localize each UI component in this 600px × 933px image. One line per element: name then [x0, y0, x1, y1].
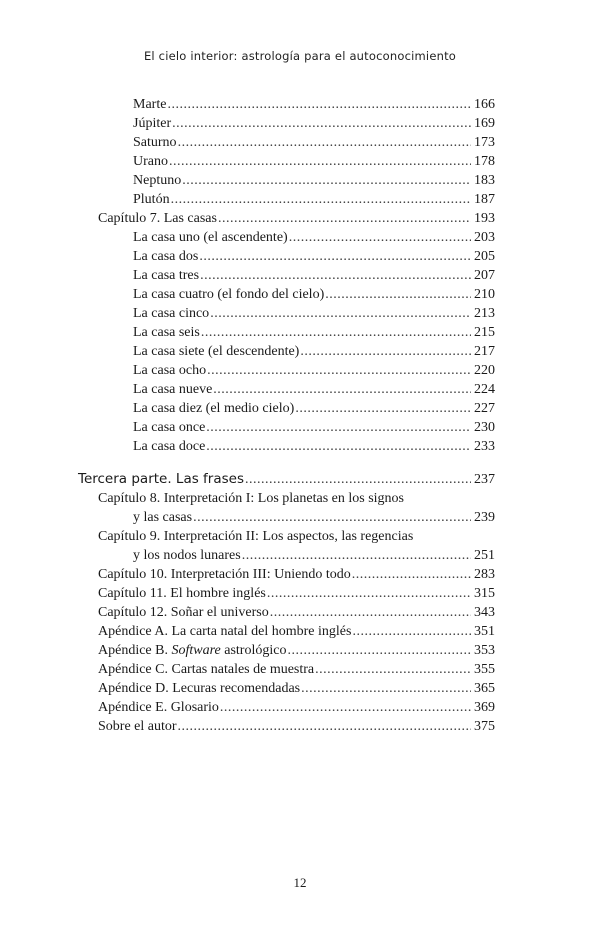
toc-entry-chapter-8[interactable]: [133, 508, 495, 527]
toc-entry-title: Capítulo 12. Soñar el universo: [98, 605, 269, 620]
dot-leader: [193, 508, 471, 527]
dot-leader: [206, 437, 471, 456]
toc-entry-page: 220: [474, 363, 495, 378]
toc-entry-title: La casa once: [133, 420, 206, 435]
toc-entry-page: 227: [474, 401, 495, 416]
toc-entry-title: La casa tres: [133, 268, 200, 283]
toc-entry-title: Capítulo 11. El hombre inglés: [98, 586, 266, 601]
toc-entry-title: Apéndice E. Glosario: [98, 700, 219, 715]
toc-entry-page: 283: [474, 567, 495, 582]
page-number: 12: [293, 875, 307, 890]
toc-entry-title: La casa doce: [133, 439, 206, 454]
toc-entry-casa-diez[interactable]: [133, 399, 495, 418]
toc-entry-page: 343: [474, 605, 495, 620]
toc-entry-page: 207: [474, 268, 495, 283]
toc-part-title: Tercera parte. Las frases: [78, 471, 244, 487]
toc-entry-casa-siete[interactable]: [133, 342, 495, 361]
toc-entry-page: 365: [474, 681, 495, 696]
toc-entry-page: 224: [474, 382, 495, 397]
toc-entry-title: Apéndice C. Cartas natales de muestra: [98, 662, 315, 677]
toc-entry-page: 355: [474, 662, 495, 677]
toc-entry-chapter-12[interactable]: [98, 603, 495, 622]
toc-entry-title: Marte: [133, 97, 167, 112]
toc-entry-page: 353: [474, 643, 495, 658]
dot-leader: [210, 304, 471, 323]
toc-entry-jupiter[interactable]: [133, 114, 495, 133]
toc-entry-casa-nueve[interactable]: [133, 380, 495, 399]
title-suffix: astrológico: [220, 643, 287, 658]
toc-entry-page: 213: [474, 306, 495, 321]
toc-entry-page: 215: [474, 325, 495, 340]
toc-entry-casa-dos[interactable]: [133, 247, 495, 266]
toc-entry-appendix-e[interactable]: [98, 698, 495, 717]
dot-leader: [178, 133, 471, 152]
toc-entry-title: Plutón: [133, 192, 170, 207]
toc-entry-page: 178: [474, 154, 495, 169]
dot-leader: [220, 698, 471, 717]
toc-entry-title: Sobre el autor: [98, 719, 177, 734]
toc-entry-casa-tres[interactable]: [133, 266, 495, 285]
toc-entry-appendix-d[interactable]: [98, 679, 495, 698]
dot-leader: [182, 171, 471, 190]
running-head: El cielo interior: astrología para el autoconocimiento: [143, 49, 457, 63]
toc-entry-casa-once[interactable]: [133, 418, 495, 437]
toc-entry-title: Capítulo 7. Las casas: [98, 211, 217, 226]
toc-entry-page: 239: [474, 510, 495, 525]
toc-entry-title: [98, 641, 286, 660]
toc-entry-title: Apéndice D. Lecuras recomendadas: [98, 681, 301, 696]
toc-entry-title: Urano: [133, 154, 168, 169]
toc-entry-title: Saturno: [133, 135, 177, 150]
dot-leader: [301, 679, 471, 698]
toc-entry-title: La casa nueve: [133, 382, 213, 397]
toc-entry-saturno[interactable]: [133, 133, 495, 152]
toc-entry-page: 187: [474, 192, 495, 207]
dot-leader: [201, 323, 471, 342]
dot-leader: [178, 717, 471, 736]
dot-leader: [245, 470, 471, 489]
toc-entry-casa-uno[interactable]: [133, 228, 495, 247]
toc-entry-casa-ocho[interactable]: [133, 361, 495, 380]
toc-entry-page: 205: [474, 249, 495, 264]
toc-entry-title: Capítulo 10. Interpretación III: Uniendo todo: [98, 567, 351, 582]
toc-entry-casa-seis[interactable]: [133, 323, 495, 342]
toc-entry-casa-cuatro[interactable]: [133, 285, 495, 304]
toc-entry-page: 169: [474, 116, 495, 131]
toc-entry-title: La casa cuatro (el fondo del cielo): [133, 287, 325, 302]
toc-entry-casa-cinco[interactable]: [133, 304, 495, 323]
toc-entry-page: 210: [474, 287, 495, 302]
dot-leader: [171, 190, 471, 209]
dot-leader: [325, 285, 471, 304]
toc-entry-appendix-c[interactable]: [98, 660, 495, 679]
toc-entry-title: La casa ocho: [133, 363, 207, 378]
dot-leader: [207, 361, 471, 380]
toc-entry-page: 230: [474, 420, 495, 435]
dot-leader: [267, 584, 471, 603]
toc-entry-title: La casa diez (el medio cielo): [133, 401, 295, 416]
dot-leader: [199, 247, 471, 266]
dot-leader: [289, 228, 471, 247]
toc-entry-about-author[interactable]: [98, 717, 495, 736]
toc-entry-page: 375: [474, 719, 495, 734]
toc-entry-casa-doce[interactable]: [133, 437, 495, 456]
toc-entry-title: La casa seis: [133, 325, 200, 340]
dot-leader: [169, 152, 471, 171]
dot-leader: [352, 565, 471, 584]
toc-entry-page: 237: [474, 472, 495, 487]
toc-entry-chapter-8-line1[interactable]: Capítulo 8. Interpretación I: Los planetas en los signos: [98, 491, 404, 506]
dot-leader: [213, 380, 471, 399]
dot-leader: [172, 114, 471, 133]
toc-entry-chapter-9-line1[interactable]: Capítulo 9. Interpretación II: Los aspectos, las regencias: [98, 529, 414, 544]
toc-entry-page: 369: [474, 700, 495, 715]
toc-entry-page: 251: [474, 548, 495, 563]
dot-leader: [315, 660, 471, 679]
dot-leader: [206, 418, 471, 437]
toc-entry-title: La casa siete (el descendente): [133, 344, 300, 359]
toc-entry-neptuno[interactable]: [133, 171, 495, 190]
toc-entry-urano[interactable]: [133, 152, 495, 171]
dot-leader: [352, 622, 471, 641]
toc-entry-page: 315: [474, 586, 495, 601]
toc-entry-page: 203: [474, 230, 495, 245]
toc-entry-title: La casa cinco: [133, 306, 210, 321]
dot-leader: [287, 641, 471, 660]
toc-entry-title: Neptuno: [133, 173, 182, 188]
title-italic: Software: [171, 643, 221, 658]
toc-entry-title: Júpiter: [133, 116, 172, 131]
toc-entry-page: 351: [474, 624, 495, 639]
toc-entry-title: La casa uno (el ascendente): [133, 230, 288, 245]
dot-leader: [295, 399, 471, 418]
dot-leader: [218, 209, 471, 228]
dot-leader: [200, 266, 471, 285]
toc-entry-title: Apéndice A. La carta natal del hombre inglés: [98, 624, 352, 639]
toc-entry-chapter-9[interactable]: [133, 546, 495, 565]
dot-leader: [167, 95, 471, 114]
dot-leader: [270, 603, 471, 622]
toc-entry-title: y los nodos lunares: [133, 548, 241, 563]
toc-entry-page: 193: [474, 211, 495, 226]
dot-leader: [242, 546, 471, 565]
toc-entry-chapter-7[interactable]: [98, 209, 495, 228]
toc-entry-chapter-11[interactable]: [98, 584, 495, 603]
dot-leader: [300, 342, 471, 361]
toc-entry-pluton[interactable]: [133, 190, 495, 209]
toc-entry-page: 173: [474, 135, 495, 150]
toc-entry-chapter-10[interactable]: [98, 565, 495, 584]
toc-entry-tercera-parte[interactable]: [78, 470, 495, 489]
toc-entry-page: 233: [474, 439, 495, 454]
toc-entry-title: La casa dos: [133, 249, 199, 264]
toc-entry-page: 166: [474, 97, 495, 112]
toc-entry-page: 217: [474, 344, 495, 359]
toc-entry-appendix-b[interactable]: [98, 641, 495, 660]
toc-entry-page: 183: [474, 173, 495, 188]
toc-entry-appendix-a[interactable]: [98, 622, 495, 641]
toc-entry-title: y las casas: [133, 510, 193, 525]
toc-entry-marte[interactable]: [133, 95, 495, 114]
title-prefix: Apéndice B.: [98, 643, 172, 658]
